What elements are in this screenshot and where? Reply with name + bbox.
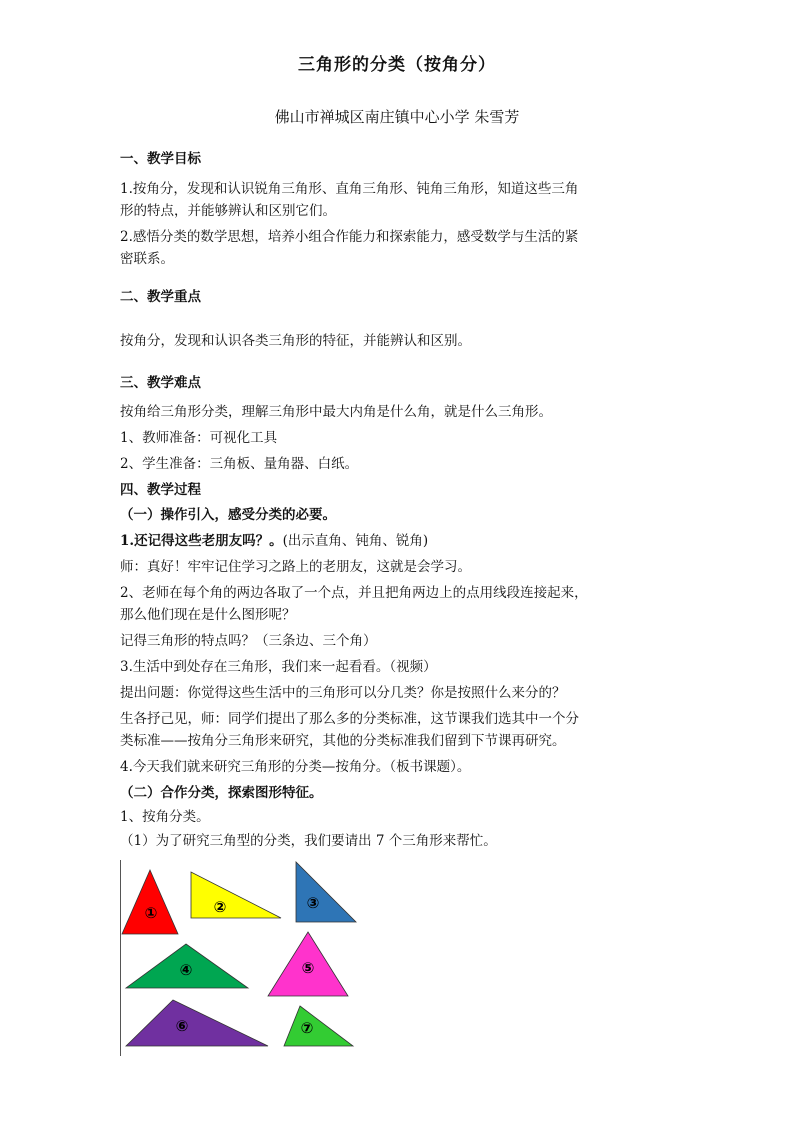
page-title: 三角形的分类（按角分） — [298, 55, 496, 75]
triangle-7-shape — [284, 1006, 353, 1046]
student-prep: 2、学生准备：三角板、量角器、白纸。 — [120, 456, 359, 472]
step-2-line-1: 2、老师在每个角的两边各取了一个点，并且把角两边上的点用线段连接起来， — [120, 585, 588, 601]
goal-2-line-1: 2.感悟分类的数学思想，培养小组合作能力和探索能力，感受数学与生活的紧 — [120, 229, 579, 245]
goal-1-line-2: 形的特点，并能够辨认和区别它们。 — [120, 203, 336, 219]
section-heading-goals: 一、教学目标 — [120, 151, 201, 167]
section-heading-process: 四、教学过程 — [120, 482, 201, 498]
triangle-7 — [284, 1006, 353, 1046]
triangle-3 — [296, 862, 356, 922]
step-3: 3.生活中到处存在三角形，我们来一起看看。（视频） — [120, 659, 437, 675]
key-point-text: 按角分，发现和认识各类三角形的特征，并能辨认和区别。 — [120, 333, 471, 349]
triangle-4-label: ④ — [179, 961, 193, 979]
step-2-line-2: 那么他们现在是什么图形呢？ — [120, 607, 296, 623]
figure-left-border — [120, 860, 121, 1056]
triangle-1-label: ① — [144, 904, 158, 922]
section-heading-key-points: 二、教学重点 — [120, 289, 201, 305]
seven-triangles-intro: （1）为了研究三角型的分类，我们要请出 7 个三角形来帮忙。 — [120, 833, 497, 849]
discussion-line-1: 生各抒己见，师：同学们提出了那么多的分类标准，这节课我们选其中一个分 — [120, 711, 579, 727]
triangles-svg — [118, 858, 368, 1058]
classify-by-angle: 1、按角分类。 — [120, 809, 210, 825]
triangle-1-shape — [122, 870, 178, 934]
triangle-5 — [268, 932, 348, 996]
subsection-1-heading: （一）操作引入，感受分类的必要。 — [120, 507, 336, 523]
question-prompt: 提出问题：你觉得这些生活中的三角形可以分几类？你是按照什么来分的？ — [120, 685, 566, 701]
subsection-2-heading: （二）合作分类，探索图形特征。 — [120, 785, 323, 801]
triangle-6 — [126, 1000, 268, 1046]
triangle-1 — [122, 870, 178, 934]
difficulty-text: 按角给三角形分类，理解三角形中最大内角是什么角，就是什么三角形。 — [120, 404, 552, 420]
discussion-line-2: 类标准——按角分三角形来研究，其他的分类标准我们留到下节课再研究。 — [120, 733, 566, 749]
question-1-bold: 1.还记得这些老朋友吗？。 — [120, 533, 283, 549]
triangle-2 — [191, 872, 281, 918]
triangle-2-label: ② — [213, 898, 227, 916]
triangle-4 — [126, 944, 248, 988]
teacher-prep: 1、教师准备：可视化工具 — [120, 430, 278, 446]
author-line: 佛山市禅城区南庄镇中心小学 朱雪芳 — [274, 108, 520, 126]
triangle-3-label: ③ — [306, 894, 320, 912]
triangles-figure — [118, 858, 368, 1058]
triangle-6-shape — [126, 1000, 268, 1046]
triangle-5-label: ⑤ — [301, 959, 315, 977]
teacher-remark: 师：真好！牢牢记住学习之路上的老朋友，这就是会学习。 — [120, 559, 471, 575]
step-4: 4.今天我们就来研究三角形的分类—按角分。（板书课题）。 — [120, 759, 471, 775]
triangle-3-shape — [296, 862, 356, 922]
section-heading-difficulties: 三、教学难点 — [120, 375, 201, 391]
goal-1-line-1: 1.按角分，发现和认识锐角三角形、直角三角形、钝角三角形，知道这些三角 — [120, 181, 579, 197]
question-1-note: (出示直角、钝角、锐角) — [282, 533, 429, 549]
triangle-features: 记得三角形的特点吗？（三条边、三个角） — [120, 633, 377, 649]
question-1 — [120, 530, 680, 552]
triangle-2-shape — [191, 872, 281, 918]
triangle-6-label: ⑥ — [175, 1017, 189, 1035]
triangle-7-label: ⑦ — [300, 1019, 314, 1037]
goal-2-line-2: 密联系。 — [120, 251, 174, 267]
